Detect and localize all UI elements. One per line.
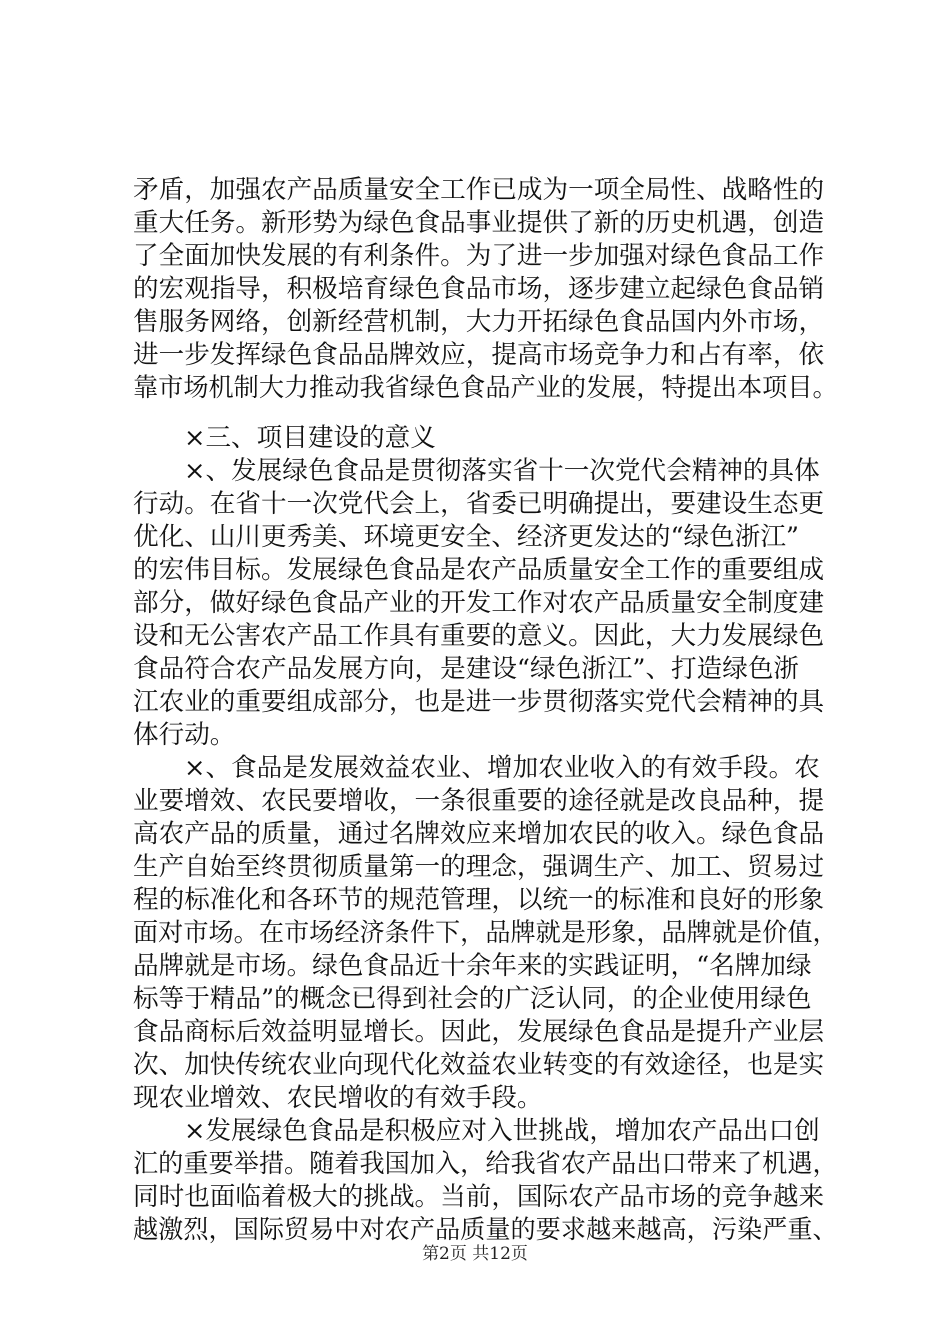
paragraph-line: 生产自始至终贯彻质量第一的理念，强调生产、加工、贸易过 [133,852,825,882]
paragraph-line: 行动。在省十一次党代会上，省委已明确提出，要建设生态更 [133,489,825,519]
paragraph-line: 汇的重要举措。随着我国加入，给我省农产品出口带来了机遇， [133,1149,838,1179]
paragraph-line: ×发展绿色食品是积极应对入世挑战，增加农产品出口创 [184,1116,820,1146]
paragraph-line: 越激烈，国际贸易中对农产品质量的要求越来越高，污染严重、 [133,1215,838,1245]
paragraph-line: 靠市场机制大力推动我省绿色食品产业的发展，特提出本项目。 [133,373,838,403]
paragraph-line: 标等于精品”的概念已得到社会的广泛认同，的企业使用绿色 [133,984,812,1014]
page-number-footer: 第2页 共12页 [422,1244,528,1264]
paragraph-line: ×、发展绿色食品是贯彻落实省十一次党代会精神的具体 [184,456,820,486]
paragraph-line: 同时也面临着极大的挑战。当前，国际农产品市场的竞争越来 [133,1182,825,1212]
paragraph-line: 重大任务。新形势为绿色食品事业提供了新的历史机遇，创造 [133,208,825,238]
paragraph-line: 面对市场。在市场经济条件下，品牌就是形象，品牌就是价值， [133,918,838,948]
paragraph-line: 业要增效、农民要增收，一条很重要的途径就是改良品种，提 [133,786,825,816]
paragraph-line: 售服务网络，创新经营机制，大力开拓绿色食品国内外市场， [133,307,825,337]
section-heading: ×三、项目建设的意义 [184,423,436,453]
paragraph-line: 优化、山川更秀美、环境更安全、经济更发达的“绿色浙江” [133,522,800,552]
paragraph-line: 矛盾，加强农产品质量安全工作已成为一项全局性、战略性的 [133,175,825,205]
paragraph-line: 部分，做好绿色食品产业的开发工作对农产品质量安全制度建 [133,588,825,618]
paragraph-line: 了全面加快发展的有利条件。为了进一步加强对绿色食品工作 [133,241,825,271]
paragraph-line: 的宏观指导，积极培育绿色食品市场，逐步建立起绿色食品销 [133,274,825,304]
paragraph-line: 设和无公害农产品工作具有重要的意义。因此，大力发展绿色 [133,621,825,651]
paragraph-line: 食品符合农产品发展方向，是建设“绿色浙江”、打造绿色浙 [133,654,800,684]
paragraph-line: 现农业增效、农民增收的有效手段。 [133,1083,543,1113]
paragraph-line: 进一步发挥绿色食品品牌效应，提高市场竞争力和占有率，依 [133,340,825,370]
paragraph-line: 高农产品的质量，通过名牌效应来增加农民的收入。绿色食品 [133,819,825,849]
paragraph-line: 的宏伟目标。发展绿色食品是农产品质量安全工作的重要组成 [133,555,825,585]
paragraph-line: ×、食品是发展效益农业、增加农业收入的有效手段。农 [184,753,820,783]
paragraph-line: 次、加快传统农业向现代化效益农业转变的有效途径，也是实 [133,1050,825,1080]
paragraph-line: 体行动。 [133,720,236,750]
paragraph-line: 江农业的重要组成部分，也是进一步贯彻落实党代会精神的具 [133,687,825,717]
paragraph-line: 食品商标后效益明显增长。因此，发展绿色食品是提升产业层 [133,1017,825,1047]
paragraph-line: 程的标准化和各环节的规范管理，以统一的标准和良好的形象 [133,885,825,915]
paragraph-line: 品牌就是市场。绿色食品近十余年来的实践证明，“名牌加绿 [133,951,812,981]
